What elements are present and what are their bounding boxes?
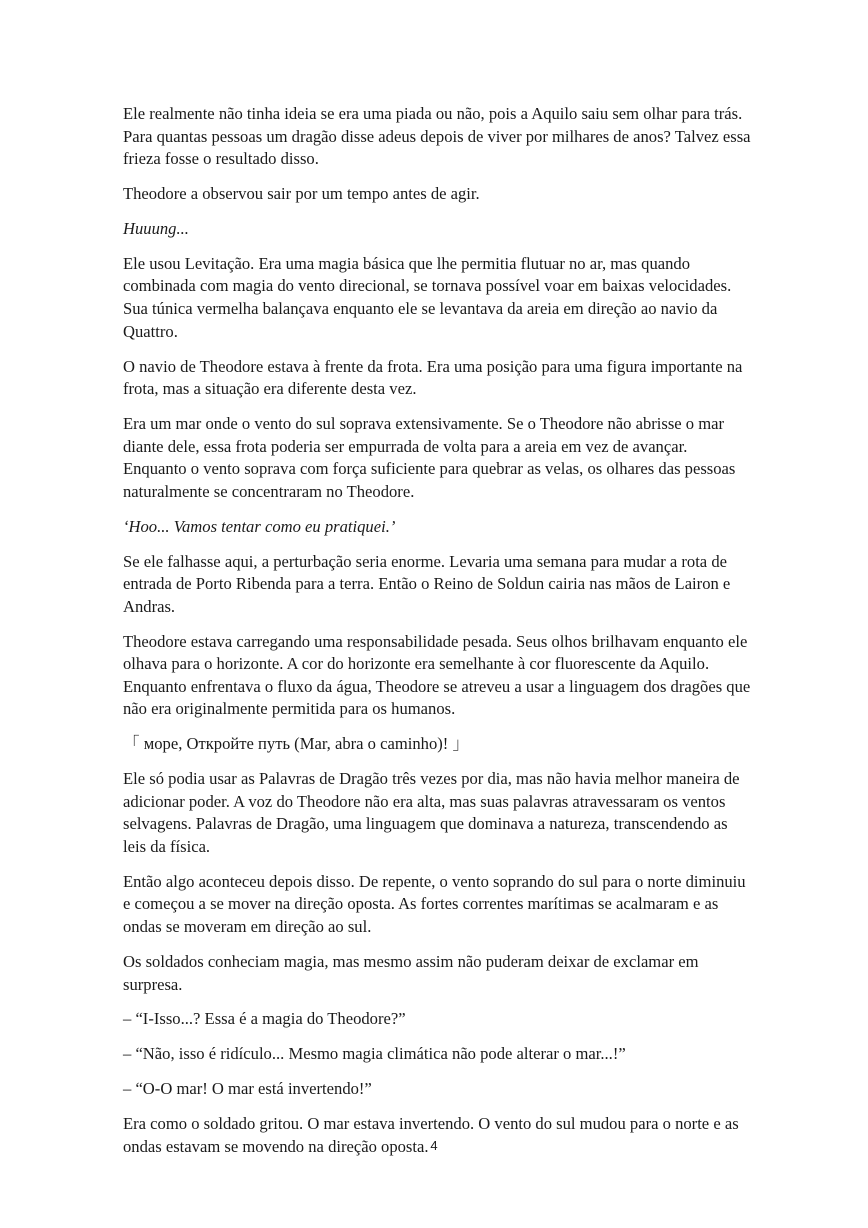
dialogue-line: – “O-O mar! O mar está invertendo!” (123, 1079, 372, 1099)
dragon-words-line: 「 море, Откройте путь (Mar, abra o caminho)! 」 (123, 734, 470, 754)
paragraph: Os soldados conheciam magia, mas mesmo assim não puderam deixar de exclamar em surpresa. (123, 951, 699, 994)
paragraph: Era como o soldado gritou. O mar estava invertendo. O vento do sul mudou para o norte e as ondas estavam se movendo na direção oposta. (123, 1114, 739, 1156)
paragraph: Ele realmente não tinha ideia se era uma piada ou não, pois a Aquilo saiu sem olhar para trás. Para quantas pessoas um dragão disse adeus depois de viver por milhares de anos? Talvez essa frieza fosse o resultado disso. (123, 104, 751, 169)
page-number: 4 (430, 1138, 438, 1153)
paragraph: Ele usou Levitação. Era uma magia básica que lhe permitia flutuar no ar, mas quando combinada com magia do vento direcional, se tornava possível voar em baixas velocidades. Sua túnica vermelha balançava enquanto ele se levantava da areia em direção ao navio da Quattro. (123, 253, 732, 341)
paragraph: Ele só podia usar as Palavras de Dragão três vezes por dia, mas não havia melhor maneira de adicionar poder. A voz do Theodore não era alta, mas suas palavras atravessaram os ventos selvagens. Palavras de Dragão, uma linguagem que dominava a natureza, transcendendo as leis da física. (123, 769, 740, 856)
body-text (123, 103, 751, 1171)
paragraph: Então algo aconteceu depois disso. De repente, o vento soprando do sul para o norte diminuiu e começou a se mover na direção oposta. As fortes correntes marítimas se acalmaram e as ondas se moveram em direção ao sul. (123, 871, 746, 937)
paragraph: O navio de Theodore estava à frente da frota. Era uma posição para uma figura importante na frota, mas a situação era diferente desta vez. (123, 356, 743, 399)
dialogue-line: – “I-Isso...? Essa é a magia do Theodore?” (123, 1009, 406, 1029)
paragraph: Era um mar onde o vento do sul soprava extensivamente. Se o Theodore não abrisse o mar diante dele, essa frota poderia ser empurrada de volta para a areia em vez de avançar. Enquanto o vento soprava com força suficiente para quebrar as velas, os olhares das pessoas naturalmente se concentraram no Theodore. (123, 414, 736, 501)
sound-effect-line: Huuung... (123, 218, 189, 238)
dialogue-line: – “Não, isso é ridículo... Mesmo magia climática não pode alterar o mar...!” (123, 1044, 626, 1064)
thought-line: ‘Hoo... Vamos tentar como eu pratiquei.’ (123, 516, 396, 536)
paragraph: Theodore a observou sair por um tempo antes de agir. (123, 184, 480, 204)
paragraph: Se ele falhasse aqui, a perturbação seria enorme. Levaria uma semana para mudar a rota de entrada de Porto Ribenda para a terra. Então o Reino de Soldun cairia nas mãos de Lairon e Andras. (123, 551, 731, 616)
paragraph: Theodore estava carregando uma responsabilidade pesada. Seus olhos brilhavam enquanto ele olhava para o horizonte. A cor do horizonte era semelhante à cor fluorescente da Aquilo. Enquanto enfrentava o fluxo da água, Theodore se atreveu a usar a linguagem dos dragões que não era originalmente permitida para os humanos. (123, 631, 751, 719)
